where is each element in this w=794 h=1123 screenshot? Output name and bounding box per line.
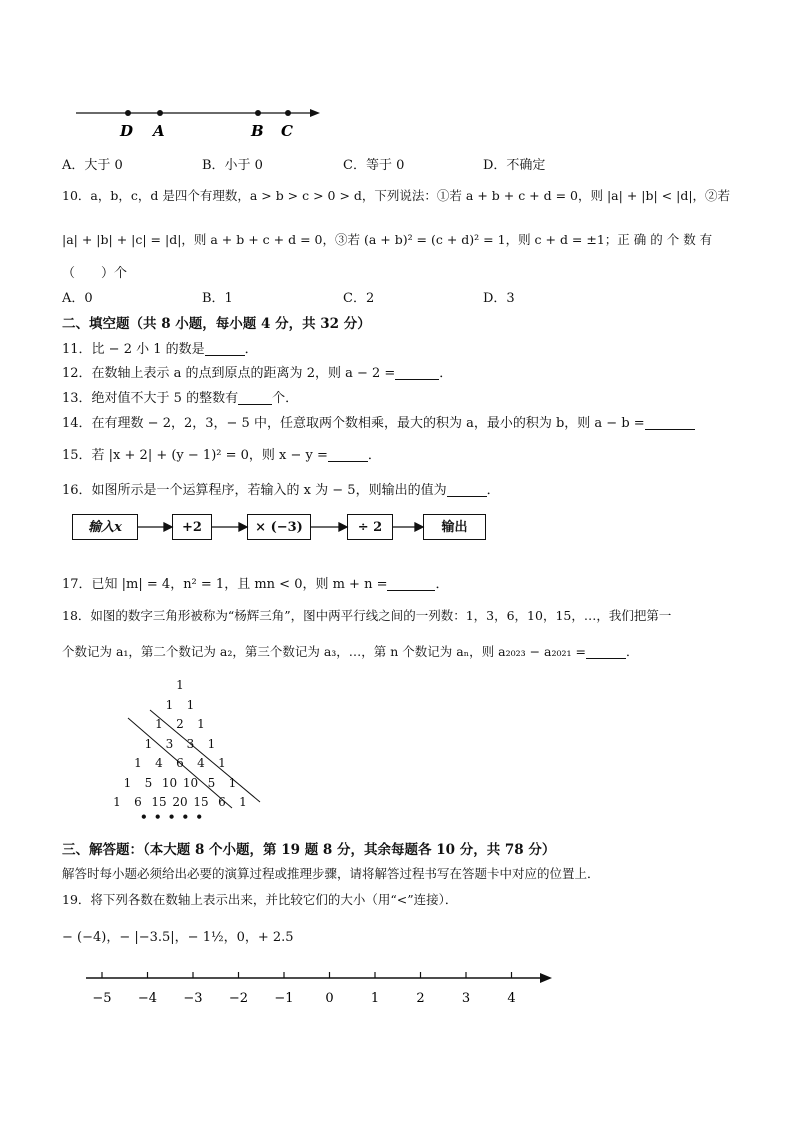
triangle-number: 20	[172, 795, 188, 809]
q10-option-c: C．2	[343, 291, 375, 306]
q10-option-b: B．1	[202, 291, 233, 306]
q15-end: ．	[367, 448, 381, 463]
axis-tick-label: −5	[92, 991, 112, 1006]
answer-blank[interactable]	[586, 644, 626, 659]
q11	[62, 338, 258, 357]
triangle-number: 3	[165, 736, 174, 751]
q9-option-a: A．大于 0	[62, 158, 123, 173]
triangle-number: 1	[113, 795, 121, 809]
q15	[62, 444, 381, 463]
q13-text: 13．绝对值不大于 5 的整数有	[62, 391, 239, 406]
axis-tick-label: 3	[461, 991, 471, 1006]
q9-point-label: D	[120, 122, 134, 140]
triangle-number: 2	[176, 717, 184, 731]
q14-text: 14．在有理数 − 2，2，3，− 5 中，任意取两个数相乘，最大的积为 a，最小的积为 b，则 a − b =	[62, 416, 645, 431]
triangle-number: 1	[197, 717, 205, 731]
triangle-dots: • • • • •	[140, 810, 205, 824]
q12-end: ．	[439, 366, 453, 381]
answer-blank[interactable]	[447, 482, 487, 497]
q9-point-label: B	[251, 122, 264, 140]
axis-tick-label: −4	[137, 991, 158, 1006]
triangle-number: 6	[218, 795, 226, 809]
q13-end: 个．	[272, 391, 299, 406]
triangle-number: 4	[197, 756, 205, 770]
triangle-number: 5	[207, 775, 216, 790]
q19-number-line	[80, 964, 560, 1014]
triangle-number: 1	[218, 756, 226, 770]
triangle-number: 1	[155, 717, 163, 731]
triangle-number: 1	[123, 775, 132, 790]
q19-numbers: − (−4)，− |−3.5|，− 1½，0，+ 2.5	[62, 930, 294, 945]
flow-box-times-neg3: × (−3)	[247, 514, 311, 540]
triangle-number: 1	[239, 795, 247, 809]
triangle-number: 1	[176, 678, 184, 692]
q9-option-d: D．不确定	[483, 158, 546, 173]
q9-point-label: A	[153, 122, 165, 140]
q18-line2	[62, 642, 639, 660]
axis-tick-label: 2	[416, 991, 425, 1006]
triangle-number: 1	[207, 736, 216, 751]
q17-text: 17．已知 |m| = 4，n² = 1，且 mn < 0，则 m + n =	[62, 577, 388, 592]
q14	[62, 412, 695, 431]
answer-blank[interactable]	[328, 447, 368, 462]
q19-text: 19．将下列各数在数轴上表示出来，并比较它们的大小（用“<”连接）．	[62, 892, 458, 907]
q18-line1: 18．如图的数字三角形被称为“杨辉三角”，图中两平行线之间的一列数：1，3，6，10，15，…，我们把第一	[62, 608, 672, 623]
triangle-number: 1	[165, 697, 174, 712]
q12-text: 12．在数轴上表示 a 的点到原点的距离为 2，则 a − 2 =	[62, 366, 396, 381]
q18-end: ．	[625, 644, 639, 659]
axis-tick-label: 4	[507, 991, 516, 1006]
answer-blank[interactable]	[387, 576, 435, 591]
axis-tick-label: −3	[183, 991, 203, 1006]
q9-option-c: C．等于 0	[343, 158, 405, 173]
triangle-number: 4	[155, 756, 163, 770]
triangle-number: 1	[228, 775, 237, 790]
flow-box-input: 输入x	[72, 514, 138, 540]
q10-line1: 10．a，b，c，d 是四个有理数，a > b > c > 0 > d，下列说法：①若 a + b + c + d = 0，则 |a| + |b| < |d|，②若	[62, 188, 731, 203]
triangle-number: 6	[134, 795, 142, 809]
section-2-title: 二、填空题（共 8 小题，每小题 4 分，共 32 分）	[62, 316, 371, 332]
q10-line3: （ ）个	[62, 266, 128, 281]
axis-tick-label: −2	[228, 991, 249, 1006]
triangle-number: 15	[193, 795, 209, 809]
q10-line2: |a| + |b| + |c| = |d|，则 a + b + c + d = 0，③若 (a + b)² = (c + d)² = 1，则 c + d = ±1；正 确 的 个 数 有	[62, 232, 713, 247]
triangle-number: 6	[176, 756, 184, 770]
q9-number-line	[70, 100, 330, 144]
triangle-number: 1	[186, 697, 195, 712]
flow-box-div-2: ÷ 2	[347, 514, 393, 540]
triangle-number: 5	[144, 775, 153, 790]
q17	[62, 573, 449, 592]
q17-end: ．	[435, 577, 449, 592]
q10-option-a: A．0	[62, 291, 93, 306]
q9-option-b: B．小于 0	[202, 158, 263, 173]
q16	[62, 479, 500, 498]
triangle-number: 3	[186, 736, 195, 751]
answer-blank[interactable]	[645, 415, 695, 430]
section-3-title: 三、解答题：（本大题 8 个小题，第 19 题 8 分，其余每题各 10 分，共 78 分）	[62, 842, 556, 858]
q11-end: ．	[244, 342, 258, 357]
flow-arrows	[0, 514, 500, 540]
flow-box-add-2: +2	[172, 514, 212, 540]
triangle-number: 1	[134, 756, 142, 770]
triangle-number: 15	[151, 795, 167, 809]
flow-box-output: 输出	[423, 514, 486, 540]
axis-tick-label: 0	[325, 991, 334, 1006]
triangle-number: 10	[182, 775, 199, 790]
q15-text: 15．若 |x + 2| + (y − 1)² = 0，则 x − y =	[62, 448, 328, 463]
answer-blank[interactable]	[238, 390, 272, 405]
answer-blank[interactable]	[205, 341, 245, 356]
answer-blank[interactable]	[395, 365, 439, 380]
q9-point-label: C	[281, 122, 293, 140]
q16-text: 16．如图所示是一个运算程序，若输入的 x 为 − 5，则输出的值为	[62, 483, 447, 498]
q16-end: ．	[486, 483, 500, 498]
triangle-number: 10	[161, 775, 178, 790]
q11-text: 11．比 − 2 小 1 的数是	[62, 342, 205, 357]
q10-option-d: D．3	[483, 291, 515, 306]
section-3-note: 解答时每小题必须给出必要的演算过程或推理步骤，请将解答过程书写在答题卡中对应的位置上．	[62, 866, 600, 881]
q12	[62, 362, 452, 381]
q18-text: 个数记为 a₁，第二个数记为 a₂，第三个数记为 a₃，…，第 n 个数记为 aₙ，则 a₂₀₂₃ − a₂₀₂₁ =	[62, 644, 586, 659]
q13	[62, 387, 298, 406]
axis-tick-label: −1	[274, 991, 294, 1006]
axis-tick-label: 1	[370, 991, 380, 1006]
triangle-number: 1	[144, 736, 153, 751]
